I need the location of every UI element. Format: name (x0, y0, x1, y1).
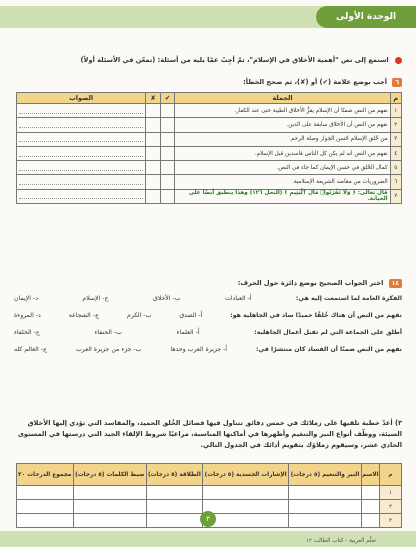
table-row: ٧ قال تعالى: ﴿ وَلَا تَقْرَبُوا۟ مَالَ ٱلْيَتِيمِ ﴾ (النحل ١٢٦) وهذا ينطبق أيضًا على الخيانة. (17, 189, 402, 203)
correction-field[interactable] (17, 161, 146, 175)
check-cell[interactable] (160, 132, 174, 146)
correction-field[interactable] (17, 189, 146, 203)
table-row: ٤ نفهم من النص أنه لم يكن كل الناس فاسدين قبل الإسلام. (17, 146, 402, 160)
cross-cell[interactable] (146, 104, 160, 118)
q2-section (14, 279, 402, 358)
table-row: ٢ نفهم من النص أن الأخلاق سابقة على الدين. (17, 118, 402, 132)
mcq-item: أطلق على الجماعة التي لم تقبل أعمال الجاهلية: أ- العلماء ب- الحنفاء ج- الخلفاء (14, 324, 402, 341)
cross-cell[interactable] (146, 161, 160, 175)
mcq-item: نفهم من النص أن هناك خُلقًا حميدًا ساد في الجاهلية هو: أ- الصدق ب- الكرم ج- الشجاعة د- المروءة (14, 307, 402, 324)
col-gestures: الإشارات الجسدية (٥ درجات) (202, 464, 288, 486)
check-cell[interactable] (160, 104, 174, 118)
table-row: ٣ (17, 514, 402, 528)
check-cell[interactable] (160, 118, 174, 132)
option[interactable]: ب- الأخلاق (152, 295, 181, 302)
correction-field[interactable] (17, 146, 146, 160)
col-stress: النبر والتنغيم (٥ درجات) (289, 464, 361, 486)
page-number: ٣ (200, 511, 216, 527)
table-row: ٣ من خُلق الإسلام حُسن الجوار وصلة الرحم. (17, 132, 402, 146)
intro-instruction (14, 56, 402, 65)
option[interactable]: ب- الحنفاء (94, 329, 122, 336)
table-row: ١ نفهم من النص ضمنًا أن الإسلام يقرُّ الأخلاق الطيبة حتى عند الكفار. (17, 104, 402, 118)
check-cell[interactable] (160, 175, 174, 189)
table-row: ٥ كمال الخُلق في حسن الإيمان كما جاء في النص. (17, 161, 402, 175)
option[interactable]: أ- العبادات (224, 295, 252, 302)
option[interactable]: ج- الخلفاء (14, 329, 40, 336)
book-title: تعلّم العربية - كتاب الطالب ١٢ (305, 538, 376, 544)
correction-field[interactable] (17, 104, 146, 118)
listen-icon (395, 57, 402, 64)
cross-cell[interactable] (146, 118, 160, 132)
option[interactable]: ب- جزء من جزيرة العرب (75, 346, 142, 353)
option[interactable]: ج- العالم كله (14, 346, 47, 353)
option[interactable]: ج- الإسلام (82, 295, 109, 302)
col-num: م (390, 93, 401, 104)
check-cell[interactable] (160, 161, 174, 175)
intro-text: استمع إلى نص "أهمية الأخلاق في الإسلام"، ثمّ أجِبْ عمّا يليه من أسئلة: (تمعّن في الأسئلة أولاً) (80, 56, 389, 64)
col-check: ✔ (160, 93, 174, 104)
q1-heading (14, 78, 402, 87)
option[interactable]: أ- جزيرة العرب وحدها (170, 346, 228, 353)
q2-text: اختر الجواب الصحيح بوضع دائرة حول الحرف: (237, 279, 384, 287)
col-accuracy: ضبط الكلمات (٥ درجات) (73, 464, 146, 486)
cross-cell[interactable] (146, 189, 160, 203)
col-name: الاسم (361, 464, 379, 486)
name-field[interactable] (361, 500, 379, 514)
cross-cell[interactable] (146, 132, 160, 146)
statements-table (16, 92, 402, 204)
correction-field[interactable] (17, 175, 146, 189)
col-sentence: الجملة (175, 93, 390, 104)
q1-badge: ٦ (392, 78, 402, 87)
option[interactable]: ب- الكرم (127, 312, 152, 319)
correction-field[interactable] (17, 132, 146, 146)
name-field[interactable] (361, 486, 379, 500)
col-fluency: الطلاقة (٥ درجات) (146, 464, 202, 486)
col-num: م (380, 464, 402, 486)
unit-title: الوحدة الأولى (316, 6, 416, 28)
option[interactable]: ج- الشجاعة (68, 312, 99, 319)
q2-heading (14, 279, 402, 288)
q3-instruction: ٣) أعدّ خطبة تلقيها على زملائك في خمس دقائق تتناول فيها فضائل الخُلق الحميد، والمفاسد التي تؤدي إليها الأخلاق السيئة، ووظّف أنواع النبر والتنغيم وأظهرها في أماكنها المناسبة، مراعيًا شروط الإلقاء الجيد التي درستها في المستوى الحادي عشر، وسيقوم زملاؤك بتقويم أدائك في الجدول التالي. (17, 419, 402, 449)
option[interactable]: د- المروءة (14, 312, 41, 319)
table-row: ٢ (17, 500, 402, 514)
col-total: مجموع الدرجات ٢٠ (17, 464, 74, 486)
option[interactable]: أ- الصدق (179, 312, 203, 319)
check-cell[interactable] (160, 189, 174, 203)
q1-text: أجب بوضع علامة (✔) أو (✘)، ثم صحح الخطأ: (243, 78, 388, 86)
q2-badge: ١٤ (389, 279, 402, 288)
name-field[interactable] (361, 514, 379, 528)
table-row: ٦ الضروريات من مقاصد الشريعة الإسلامية. (17, 175, 402, 189)
cross-cell[interactable] (146, 146, 160, 160)
col-correction: الصواب (17, 93, 146, 104)
col-cross: ✘ (146, 93, 160, 104)
mcq-item: الفكرة العامة لما استمعت إليه هي: أ- العبادات ب- الأخلاق ج- الإسلام د- الإيمان (14, 290, 402, 307)
table-row: ١ (17, 486, 402, 500)
check-cell[interactable] (160, 146, 174, 160)
option[interactable]: أ- العلماء (176, 329, 200, 336)
mcq-item: نفهم من النص ضمنًا أن الفساد كان منتشرًا في: أ- جزيرة العرب وحدها ب- جزء من جزيرة العرب ج- العالم كله (14, 341, 402, 358)
option[interactable]: د- الإيمان (14, 295, 38, 302)
correction-field[interactable] (17, 118, 146, 132)
cross-cell[interactable] (146, 175, 160, 189)
